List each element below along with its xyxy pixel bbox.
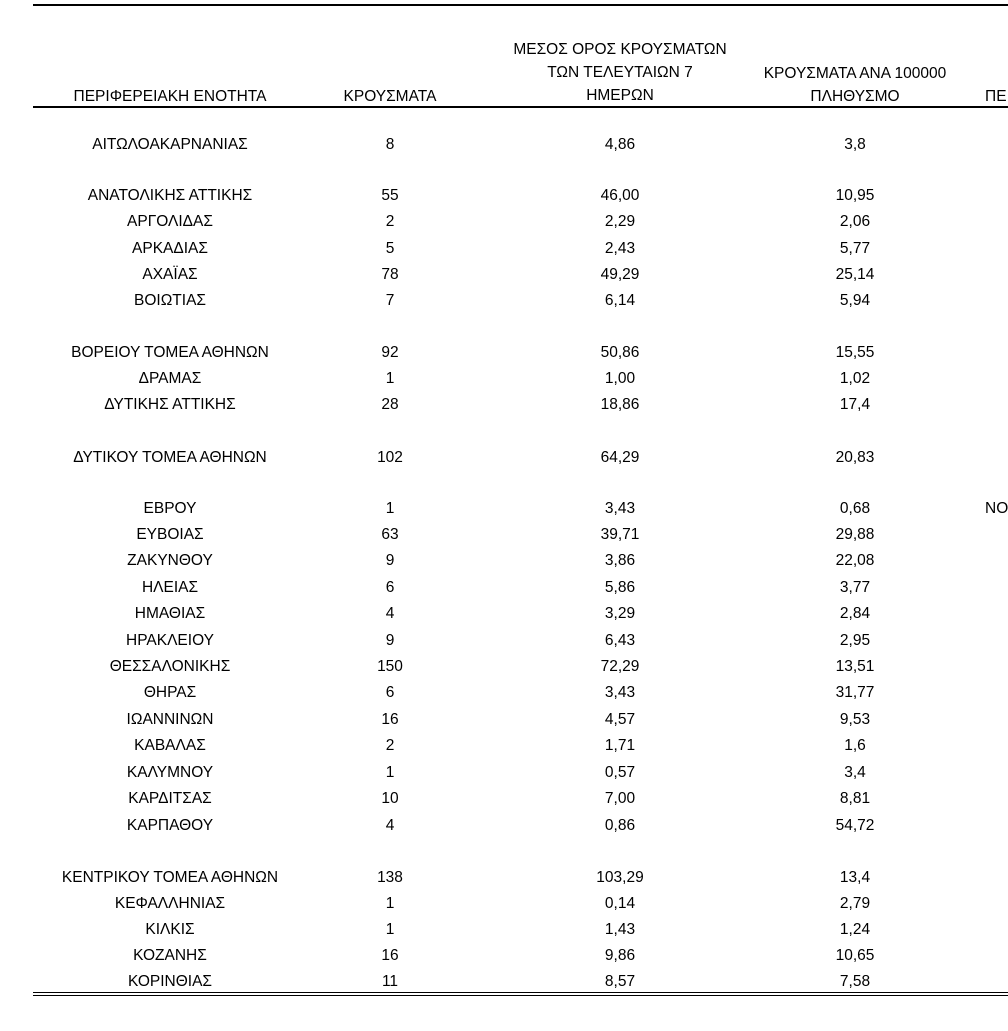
cell-per100k: 2,95 — [839, 632, 871, 649]
cell-per100k: 25,14 — [835, 266, 875, 283]
cell-region: ΚΑΡΠΑΘΟΥ — [126, 817, 214, 834]
cell-cases: 2 — [385, 213, 395, 230]
cell-region: ΔΥΤΙΚΗΣ ΑΤΤΙΚΗΣ — [104, 396, 236, 413]
cell-region: ΕΒΡΟΥ — [143, 500, 197, 517]
cell-avg7: 1,00 — [604, 370, 636, 387]
table-row — [0, 943, 1008, 969]
cell-region: ΑΡΚΑΔΙΑΣ — [132, 240, 208, 257]
cell-cases: 9 — [385, 632, 395, 649]
cell-cases: 63 — [381, 526, 399, 543]
cell-per100k: 10,95 — [835, 187, 875, 204]
cell-cases: 1 — [385, 370, 395, 387]
bottom-rule-double — [33, 995, 1008, 996]
cell-region: ΗΛΕΙΑΣ — [141, 579, 199, 596]
cell-avg7: 103,29 — [596, 869, 644, 886]
header-col5-partial: ΠΕ — [985, 88, 1007, 105]
bottom-rule — [33, 992, 1008, 993]
cell-avg7: 64,29 — [600, 449, 640, 466]
cell-per100k: 15,55 — [835, 344, 875, 361]
table-row — [0, 917, 1008, 943]
top-rule — [33, 4, 1008, 6]
cell-cases: 6 — [385, 684, 395, 701]
cell-per100k: 1,24 — [839, 921, 871, 938]
cell-cases: 10 — [381, 790, 399, 807]
table-row — [0, 891, 1008, 917]
cell-per100k: 3,4 — [844, 764, 866, 781]
table-row — [0, 132, 1008, 158]
cell-avg7: 3,86 — [604, 552, 636, 569]
cell-cases: 78 — [381, 266, 399, 283]
cell-cases: 4 — [385, 817, 395, 834]
table-row — [0, 680, 1008, 706]
cell-avg7: 0,14 — [604, 895, 636, 912]
cell-avg7: 46,00 — [600, 187, 640, 204]
cell-avg7: 2,29 — [604, 213, 636, 230]
cell-cases: 9 — [385, 552, 395, 569]
cell-region: ΚΟΡΙΝΘΙΑΣ — [127, 973, 213, 990]
table-row — [0, 733, 1008, 759]
table-row — [0, 496, 1008, 522]
cell-avg7: 0,86 — [604, 817, 636, 834]
cell-per100k: 2,06 — [839, 213, 871, 230]
table-row — [0, 340, 1008, 366]
cell-cases: 1 — [385, 500, 395, 517]
header-per100k: ΚΡΟΥΣΜΑΤΑ ΑΝΑ 100000 ΠΛΗΘΥΣΜΟ — [763, 65, 947, 105]
table-row — [0, 288, 1008, 314]
table-row — [0, 760, 1008, 786]
table-row — [0, 654, 1008, 680]
cell-avg7: 3,43 — [604, 684, 636, 701]
cell-region: ΗΜΑΘΙΑΣ — [134, 605, 206, 622]
cell-region: ΗΡΑΚΛΕΙΟΥ — [126, 632, 214, 649]
table-row — [0, 522, 1008, 548]
cell-per100k: 13,4 — [839, 869, 871, 886]
table-row — [0, 236, 1008, 262]
cell-per100k: 31,77 — [835, 684, 875, 701]
cell-per100k: 0,68 — [839, 500, 871, 517]
cell-cases: 1 — [385, 764, 395, 781]
cell-region: ΑΡΓΟΛΙΔΑΣ — [127, 213, 213, 230]
cell-avg7: 72,29 — [600, 658, 640, 675]
cell-avg7: 2,43 — [604, 240, 636, 257]
table-row — [0, 575, 1008, 601]
cell-region: ΔΡΑΜΑΣ — [138, 370, 202, 387]
header-region: ΠΕΡΙΦΕΡΕΙΑΚΗ ΕΝΟΤΗΤΑ — [73, 88, 267, 105]
table-row — [0, 707, 1008, 733]
header-cases: ΚΡΟΥΣΜΑΤΑ — [343, 88, 437, 105]
cell-avg7: 6,14 — [604, 292, 636, 309]
cell-avg7: 39,71 — [600, 526, 640, 543]
cell-per100k: 9,53 — [839, 711, 871, 728]
cell-region: ΚΟΖΑΝΗΣ — [133, 947, 207, 964]
cell-avg7: 7,00 — [604, 790, 636, 807]
cell-per100k: 2,79 — [839, 895, 871, 912]
cell-region: ΙΩΑΝΝΙΝΩΝ — [126, 711, 214, 728]
header-rule — [33, 106, 1008, 108]
cell-cases: 7 — [385, 292, 395, 309]
cell-region: ΑΧΑΪΑΣ — [142, 266, 198, 283]
cell-region: ΚΕΦΑΛΛΗΝΙΑΣ — [114, 895, 226, 912]
header-avg7: ΜΕΣΟΣ ΟΡΟΣ ΚΡΟΥΣΜΑΤΩΝ ΤΩΝ ΤΕΛΕΥΤΑΙΩΝ 7 ΗΜΕΡΩΝ — [513, 41, 727, 104]
cell-cases: 28 — [381, 396, 399, 413]
cell-region: ΚΙΛΚΙΣ — [145, 921, 195, 938]
cell-cases: 138 — [377, 869, 403, 886]
cell-avg7: 4,86 — [604, 136, 636, 153]
cell-avg7: 8,57 — [604, 973, 636, 990]
cell-region: ΚΑΛΥΜΝΟΥ — [126, 764, 214, 781]
cell-per100k: 1,02 — [839, 370, 871, 387]
cell-region: ΚΕΝΤΡΙΚΟΥ ΤΟΜΕΑ ΑΘΗΝΩΝ — [61, 869, 279, 886]
cell-avg7: 49,29 — [600, 266, 640, 283]
table-row — [0, 209, 1008, 235]
cell-cases: 11 — [381, 973, 399, 990]
cell-cases: 8 — [385, 136, 395, 153]
cell-per100k: 20,83 — [835, 449, 875, 466]
cell-per100k: 3,77 — [839, 579, 871, 596]
cell-avg7: 50,86 — [600, 344, 640, 361]
cell-per100k: 7,58 — [839, 973, 871, 990]
cell-per100k: 2,84 — [839, 605, 871, 622]
cell-avg7: 0,57 — [604, 764, 636, 781]
table-row — [0, 548, 1008, 574]
cell-per100k: 5,94 — [839, 292, 871, 309]
cell-region: ΚΑΡΔΙΤΣΑΣ — [128, 790, 212, 807]
table-row — [0, 445, 1008, 471]
table-row — [0, 262, 1008, 288]
table-row — [0, 786, 1008, 812]
cell-cases: 150 — [377, 658, 403, 675]
cell-region: ΑΙΤΩΛΟΑΚΑΡΝΑΝΙΑΣ — [92, 136, 248, 153]
cell-avg7: 3,29 — [604, 605, 636, 622]
cell-per100k: 29,88 — [835, 526, 875, 543]
cell-per100k: 1,6 — [844, 737, 866, 754]
table-row — [0, 601, 1008, 627]
cell-region: ΘΕΣΣΑΛΟΝΙΚΗΣ — [109, 658, 231, 675]
cell-avg7: 18,86 — [600, 396, 640, 413]
cell-col5-partial: ΝΟ — [985, 500, 1008, 517]
cell-per100k: 17,4 — [839, 396, 871, 413]
table-row — [0, 865, 1008, 891]
cell-avg7: 4,57 — [604, 711, 636, 728]
cell-cases: 16 — [381, 947, 399, 964]
cell-cases: 2 — [385, 737, 395, 754]
table-row — [0, 813, 1008, 839]
cell-region: ΒΟΡΕΙΟΥ ΤΟΜΕΑ ΑΘΗΝΩΝ — [71, 344, 269, 361]
cell-per100k: 8,81 — [839, 790, 871, 807]
cell-region: ΒΟΙΩΤΙΑΣ — [134, 292, 206, 309]
cell-avg7: 5,86 — [604, 579, 636, 596]
cell-region: ΘΗΡΑΣ — [143, 684, 197, 701]
cell-region: ΔΥΤΙΚΟΥ ΤΟΜΕΑ ΑΘΗΝΩΝ — [73, 449, 267, 466]
cell-avg7: 1,43 — [604, 921, 636, 938]
cell-cases: 1 — [385, 895, 395, 912]
cell-cases: 5 — [385, 240, 395, 257]
cell-cases: 92 — [381, 344, 399, 361]
cell-region: ΕΥΒΟΙΑΣ — [136, 526, 204, 543]
table-row — [0, 366, 1008, 392]
cell-cases: 4 — [385, 605, 395, 622]
cell-per100k: 5,77 — [839, 240, 871, 257]
cell-cases: 1 — [385, 921, 395, 938]
table-row — [0, 628, 1008, 654]
table-row — [0, 183, 1008, 209]
cell-per100k: 13,51 — [835, 658, 875, 675]
cell-per100k: 22,08 — [835, 552, 875, 569]
cell-per100k: 10,65 — [835, 947, 875, 964]
table-row — [0, 392, 1008, 418]
cell-avg7: 3,43 — [604, 500, 636, 517]
cell-cases: 6 — [385, 579, 395, 596]
cell-avg7: 9,86 — [604, 947, 636, 964]
cell-per100k: 54,72 — [835, 817, 875, 834]
cell-cases: 16 — [381, 711, 399, 728]
cell-region: ΚΑΒΑΛΑΣ — [134, 737, 206, 754]
cell-region: ΑΝΑΤΟΛΙΚΗΣ ΑΤΤΙΚΗΣ — [87, 187, 253, 204]
cell-region: ΖΑΚΥΝΘΟΥ — [127, 552, 213, 569]
cell-avg7: 6,43 — [604, 632, 636, 649]
cell-cases: 55 — [381, 187, 399, 204]
cell-cases: 102 — [377, 449, 403, 466]
cell-avg7: 1,71 — [604, 737, 636, 754]
cell-per100k: 3,8 — [844, 136, 866, 153]
